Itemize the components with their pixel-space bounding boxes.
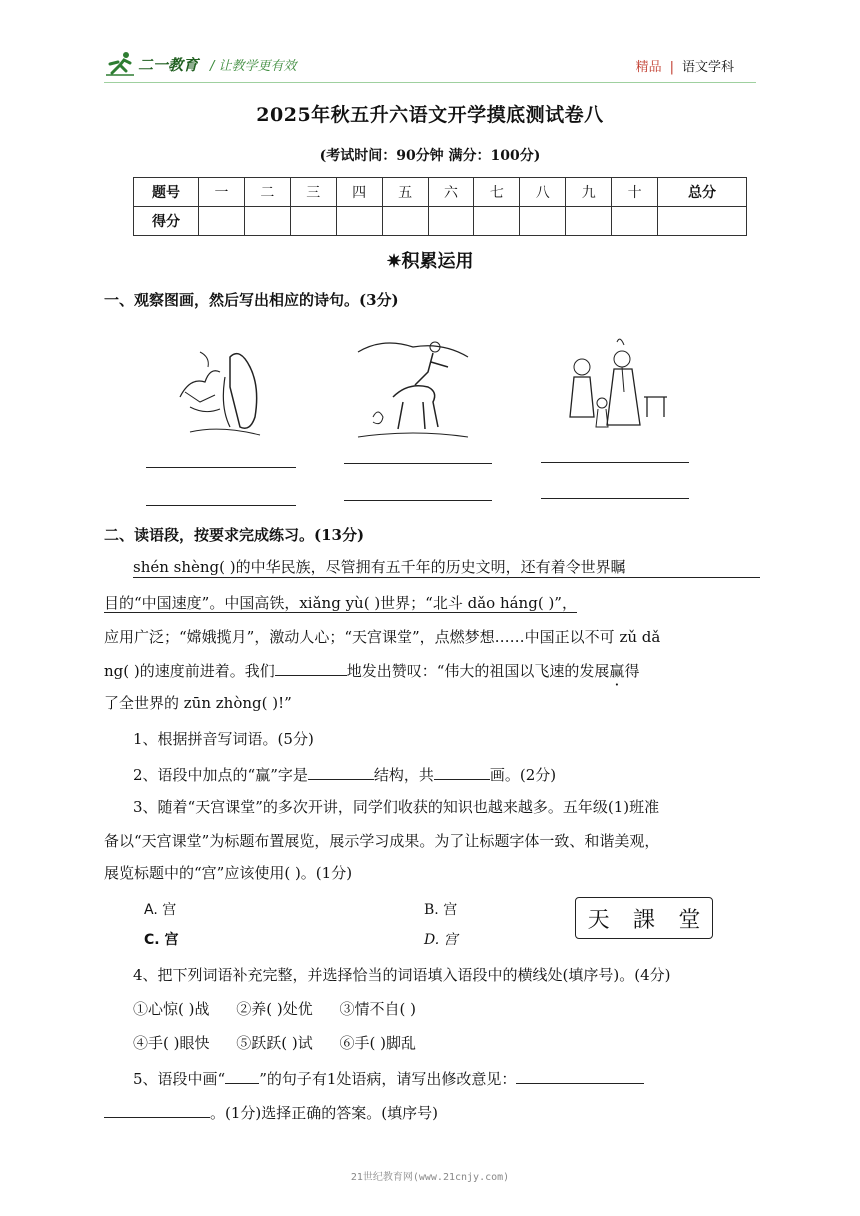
sub-question-2-text: 画。(2分) <box>489 766 557 784</box>
sub-question-3-line-3: 展览标题中的“宫”应该使用( )。(1分) <box>104 864 353 882</box>
sub-question-5 <box>133 1066 644 1089</box>
option-c[interactable]: C. 宫 <box>144 932 179 948</box>
question-2-heading: 二、读语段，按要求完成练习。(13分) <box>104 526 365 544</box>
table-cell: 题号 <box>134 178 199 207</box>
score-cell[interactable] <box>290 207 336 236</box>
subject-tag: 语文学科 <box>681 60 734 75</box>
score-cell[interactable] <box>244 207 290 236</box>
header-divider: | <box>669 60 674 75</box>
sub-question-2 <box>133 762 556 785</box>
sub-question-5-text: 5、语段中画“ <box>133 1070 226 1088</box>
brand-logo <box>106 48 338 80</box>
word-option: ⑤跃跃( )试 <box>236 1034 313 1052</box>
sub-question-3-line-2: 备以“天宫课堂”为标题布置展览，展示学习成果。为了让标题字体一致、和谐美观， <box>104 832 660 850</box>
sub-question-5-text: ”的句子有1处语病，请写出修改意见： <box>259 1070 517 1088</box>
sub-question-5-text: 。(1分)选择正确的答案。(填序号) <box>210 1104 438 1122</box>
seal-char: 課 <box>632 907 655 933</box>
passage-line-2-text: 目的“中国速度”。中国高铁，xiǎng yù( )世界；“北斗 dǎo háng( )”， <box>104 594 577 612</box>
word-options-row-2 <box>133 1032 416 1053</box>
answer-line[interactable] <box>541 462 689 463</box>
runner-logo-icon <box>106 51 136 77</box>
question-1-heading: 一、观察图画，然后写出相应的诗句。(3分) <box>104 291 399 309</box>
sub-question-3-line-1: 3、随着“天宫课堂”的多次开讲，同学们收获的知识也越来越多。五年级(1)班准 <box>133 798 660 816</box>
passage-line-4-rest: 地发出赞叹：“伟大的祖国以飞速的发展 <box>346 662 610 680</box>
score-cell[interactable] <box>612 207 658 236</box>
table-cell: 四 <box>336 178 382 207</box>
passage-line-2 <box>104 592 577 613</box>
fill-blank[interactable] <box>434 762 490 780</box>
fill-blank[interactable] <box>104 1100 210 1118</box>
answer-line[interactable] <box>541 498 689 499</box>
poem-illustration-1 <box>170 337 270 445</box>
underline-sample <box>225 1066 259 1084</box>
score-cell[interactable] <box>520 207 566 236</box>
table-cell: 九 <box>566 178 612 207</box>
fill-blank[interactable] <box>308 762 374 780</box>
table-cell: 三 <box>290 178 336 207</box>
sub-question-1: 1、根据拼音写词语。(5分) <box>133 730 314 748</box>
table-cell: 十 <box>612 178 658 207</box>
score-cell[interactable] <box>199 207 245 236</box>
answer-line[interactable] <box>344 500 492 501</box>
exam-subtitle: (考试时间：90分钟 满分：100分) <box>319 148 541 164</box>
logo-text: 二一教育 <box>138 55 199 74</box>
word-option: ④手( )眼快 <box>133 1034 210 1052</box>
score-table-header-row <box>134 178 747 207</box>
score-cell[interactable] <box>566 207 612 236</box>
underlined-sentence <box>104 594 577 613</box>
slogan: / 让教学更有效 <box>210 58 297 74</box>
poem-illustration-3 <box>562 337 672 445</box>
passage-line-5: 了全世界的 zūn zhòng( )!” <box>104 694 292 712</box>
passage-line-4 <box>104 658 639 681</box>
passage-line-4-text: ng( )的速度前进着。我们 <box>104 662 275 680</box>
score-table <box>133 177 747 236</box>
quality-tag: 精品 <box>635 60 662 75</box>
table-cell: 总分 <box>658 178 747 207</box>
answer-line[interactable] <box>146 467 296 468</box>
table-cell: 五 <box>382 178 428 207</box>
poem-illustration-2 <box>353 337 473 445</box>
seal-script-image <box>575 897 713 939</box>
score-cell[interactable] <box>658 207 747 236</box>
passage-line-1: shén shèng( )的中华民族，尽管拥有五千年的历史文明，还有着令世界瞩 <box>133 556 760 578</box>
word-option: ①心惊( )战 <box>133 1000 210 1018</box>
seal-char: 天 <box>587 907 610 933</box>
word-option: ③情不自( ) <box>339 1000 417 1018</box>
score-cell[interactable] <box>474 207 520 236</box>
table-cell: 得分 <box>134 207 199 236</box>
dotted-char: 赢 <box>609 662 625 680</box>
header-rule <box>104 82 756 83</box>
exam-title: 2025年秋五升六语文开学摸底测试卷八 <box>256 104 604 126</box>
table-cell: 六 <box>428 178 474 207</box>
option-b[interactable]: B. 宫 <box>424 902 458 918</box>
section-heading: ✷积累运用 <box>386 251 474 272</box>
answer-line[interactable] <box>146 505 296 506</box>
table-cell: 二 <box>244 178 290 207</box>
answer-line[interactable] <box>344 463 492 464</box>
sub-question-5-cont <box>104 1100 438 1123</box>
word-option: ②养( )处优 <box>236 1000 313 1018</box>
score-cell[interactable] <box>336 207 382 236</box>
table-cell: 七 <box>474 178 520 207</box>
score-cell[interactable] <box>428 207 474 236</box>
passage-line-4-end: 得 <box>624 662 640 680</box>
word-option: ⑥手( )脚乱 <box>339 1034 417 1052</box>
header-tags <box>636 56 734 75</box>
sub-question-2-text: 2、语段中加点的“赢”字是 <box>133 766 308 784</box>
option-a[interactable]: A. 宫 <box>144 902 177 918</box>
word-options-row-1 <box>133 998 416 1019</box>
passage-line-3: 应用广泛；“嫦娥揽月”，激动人心；“天宫课堂”，点燃梦想……中国正以不可 zǔ dǎ <box>104 628 661 646</box>
fill-blank[interactable] <box>275 658 347 676</box>
table-cell: 八 <box>520 178 566 207</box>
table-cell: 一 <box>199 178 245 207</box>
option-d[interactable]: D. 宫 <box>424 932 458 948</box>
seal-char: 堂 <box>678 907 701 933</box>
score-table-score-row <box>134 207 747 236</box>
score-cell[interactable] <box>382 207 428 236</box>
sub-question-2-text: 结构，共 <box>373 766 434 784</box>
fill-blank[interactable] <box>516 1066 644 1084</box>
footer-source: 21世纪教育网(www.21cnjy.com) <box>350 1172 510 1183</box>
sub-question-4: 4、把下列词语补充完整，并选择恰当的词语填入语段中的横线处(填序号)。(4分) <box>133 966 671 984</box>
